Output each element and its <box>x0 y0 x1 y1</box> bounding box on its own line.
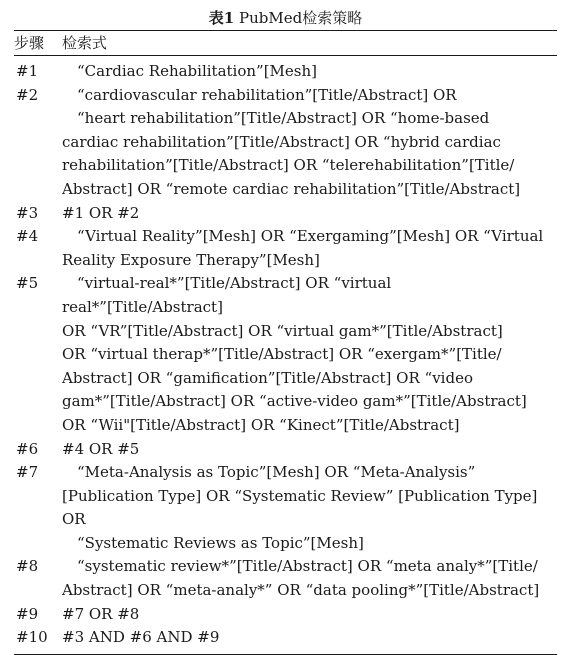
step-cell: #7 <box>16 463 39 482</box>
query-cell: #1 OR #2 <box>62 203 140 222</box>
table-row <box>14 60 557 84</box>
table-row <box>14 225 557 272</box>
header-query: 检索式 <box>62 34 108 52</box>
table-row <box>14 202 557 226</box>
table-label: 表1 <box>208 9 235 27</box>
table-row <box>14 438 557 462</box>
table-body <box>14 56 557 650</box>
table-row <box>14 461 557 555</box>
query-cell: #7 OR #8 <box>62 604 140 623</box>
query-cell: “cardiovascular rehabilitation”[Title/Abstract] OR “heart rehabilitation”[Title/Abstract] OR “home-based cardiac rehabilitation”[Title/Abstract] OR “hybrid cardiac rehabilitation”[Title/Abstract] OR “telerehabilitation”[Title/ Abstract] OR “remote cardiac rehabilitation”[Title/Abstract] <box>62 85 521 198</box>
query-cell: “systematic review*”[Title/Abstract] OR “meta analy*”[Title/ Abstract] OR “meta-analy*” OR “data pooling*”[Title/Abstract] <box>62 557 540 600</box>
step-cell: #4 <box>16 227 39 246</box>
query-cell: “virtual-real*”[Title/Abstract] OR “virtual real*”[Title/Abstract] OR “VR”[Title/Abstract] OR “virtual gam*”[Title/Abstract] OR “virtual therap*”[Title/Abstract] OR “exergam*”[Title/ Abstract] OR “gamification”[Title/Abstract] OR “video gam*”[Title/Abstract] OR “active-video gam*”[Title/Abstract] OR “Wii"[Title/Abstract] OR “Kinect”[Title/Abstract] <box>62 274 527 434</box>
table-title: PubMed检索策略 <box>239 9 363 27</box>
table-row <box>14 555 557 602</box>
step-cell: #10 <box>16 628 48 647</box>
step-cell: #1 <box>16 62 39 80</box>
query-cell: #3 AND #6 AND #9 <box>62 628 220 647</box>
table-header-row <box>14 31 557 55</box>
query-cell: “Cardiac Rehabilitation”[Mesh] <box>62 62 317 80</box>
query-cell: “Meta-Analysis as Topic”[Mesh] OR “Meta-Analysis” [Publication Type] OR “Systematic Review” [Publication Type] OR “Systematic Reviews as Topic”[Mesh] <box>62 463 538 552</box>
step-cell: #9 <box>16 604 39 623</box>
table-row <box>14 626 557 650</box>
step-cell: #6 <box>16 439 39 458</box>
query-cell: #4 OR #5 <box>62 439 140 458</box>
step-cell: #5 <box>16 274 39 293</box>
table-caption <box>14 0 557 30</box>
query-cell: “Virtual Reality”[Mesh] OR “Exergaming”[Mesh] OR “Virtual Reality Exposure Therapy”[Mesh] <box>62 227 544 269</box>
header-step: 步骤 <box>14 34 45 52</box>
table-row <box>14 84 557 202</box>
step-cell: #3 <box>16 203 39 222</box>
table-row <box>14 603 557 627</box>
step-cell: #8 <box>16 557 39 576</box>
step-cell: #2 <box>16 85 39 104</box>
table-row <box>14 272 557 437</box>
